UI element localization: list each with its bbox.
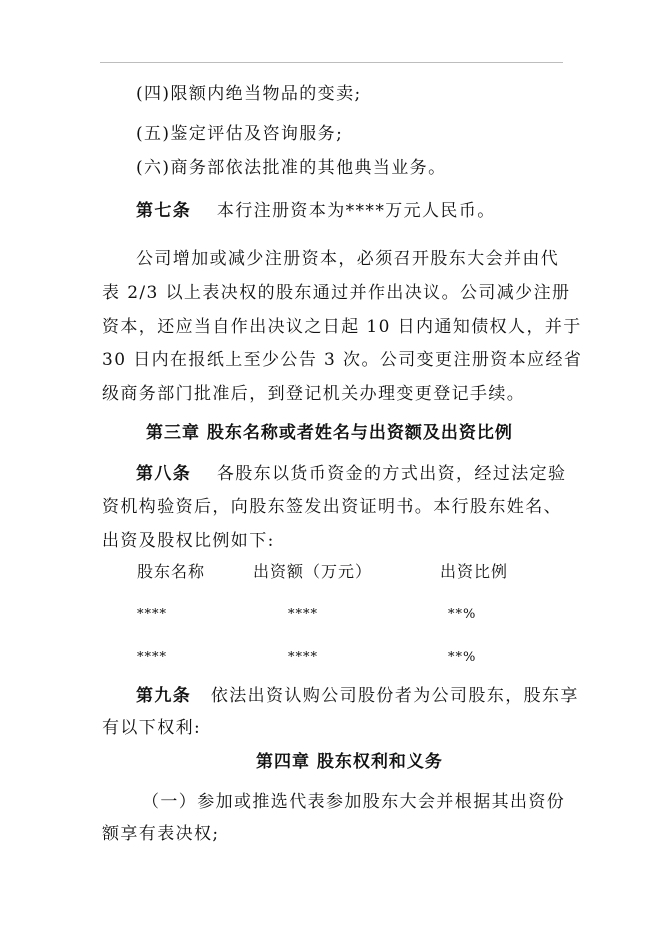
item-5: (五)鉴定评估及咨询服务;: [136, 124, 344, 144]
chapter-4-heading: 第四章 股东权利和义务: [256, 752, 443, 772]
table-header-name: 股东名称: [137, 562, 206, 581]
article-8-text: 各股东以货币资金的方式出资，经过法定验: [216, 464, 567, 484]
table-row-2-name: ****: [137, 650, 167, 665]
article-8-line-1: [136, 464, 566, 484]
item-4: (四)限额内绝当物品的变卖;: [136, 84, 362, 104]
capital-paragraph-line-3: 资本，还应当自作出决议之日起 10 日内通知债权人，并于: [102, 317, 582, 337]
table-row-2-amount: ****: [288, 650, 318, 665]
article-9-text: 依法出资认购公司股份者为公司股东，股东享: [210, 686, 579, 706]
article-7-label: 第七条: [136, 201, 192, 221]
capital-paragraph-line-5: 级商务部门批准后，到登记机关办理变更登记手续。: [102, 384, 526, 404]
item-6: (六)商务部依法批准的其他典当业务。: [136, 158, 447, 178]
article-8-line-3: 出资及股权比例如下:: [102, 531, 275, 551]
article-9-label: 第九条: [136, 686, 192, 706]
capital-paragraph-line-2: 表 2/3 以上表决权的股东通过并作出决议。公司减少注册: [102, 283, 571, 303]
table-row-2-ratio: **%: [448, 650, 477, 665]
table-row-1-name: ****: [137, 607, 167, 622]
capital-paragraph-line-4: 30 日内在报纸上至少公告 3 次。公司变更注册资本应经省: [102, 350, 583, 370]
article-7-text: 本行注册资本为****万元人民币。: [216, 201, 496, 221]
article-7: [136, 201, 496, 221]
article-9-line-1: [136, 686, 579, 706]
capital-paragraph-line-1: 公司增加或减少注册资本，必须召开股东大会并由代: [136, 249, 560, 269]
rights-line-2: 额享有表决权;: [102, 824, 220, 844]
rights-line-1: （一）参加或推选代表参加股东大会并根据其出资份: [142, 792, 566, 812]
table-row-1-amount: ****: [288, 607, 318, 622]
article-9-line-2: 有以下权利:: [102, 718, 202, 738]
article-8-label: 第八条: [136, 464, 192, 484]
table-row-1-ratio: **%: [448, 607, 477, 622]
table-header-ratio: 出资比例: [440, 562, 509, 581]
table-header-amount: 出资额（万元）: [253, 562, 373, 581]
article-8-line-2: 资机构验资后，向股东签发出资证明书。本行股东姓名、: [102, 497, 562, 517]
chapter-3-heading: 第三章 股东名称或者姓名与出资额及出资比例: [146, 423, 513, 443]
header-rule: [100, 62, 563, 63]
